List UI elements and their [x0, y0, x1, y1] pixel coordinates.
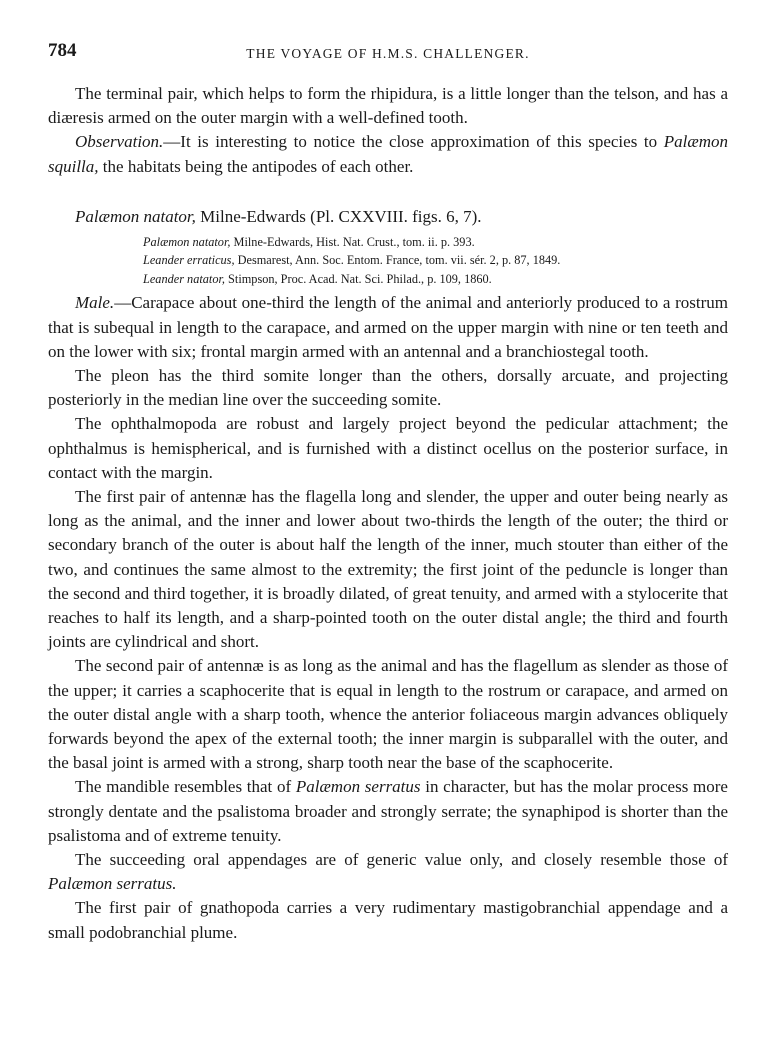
- species-authority: Milne-Edwards (Pl. CXXVIII. figs. 6, 7).: [195, 206, 482, 226]
- oral-species: Palæmon serratus.: [48, 874, 177, 894]
- paragraph-male: [48, 291, 728, 364]
- male-text: —Carapace about one-third the length of the animal and anteriorly produced to a rostrum that is subequal in length to the carapace, and armed on the upper margin with nine or ten teeth and on the lower with six; frontal margin armed with an antennal and a branchiostegal tooth.: [48, 293, 728, 361]
- mandible-text-b: in character, but has the molar process more strongly dentate and the psalistoma broader and strongly serrate; the synaphipod is shorter than the psalistoma and of extreme tenuity.: [48, 777, 728, 845]
- paragraph-terminal-pair: The terminal pair, which helps to form the rhipidura, is a little longer than the telson, and has a diæresis armed on the outer margin with a well-defined tooth.: [48, 84, 728, 128]
- page-number: 784: [48, 40, 77, 61]
- paragraph-pleon: The pleon has the third somite longer than the others, dorsally arcuate, and projecting posteriorly in the median line over the succeeding somite.: [48, 365, 728, 410]
- synonym-entry: [48, 251, 728, 270]
- mandible-text-a: The mandible resembles that of: [75, 777, 296, 797]
- mandible-species: Palæmon serratus: [295, 777, 421, 797]
- synonym-reference: Milne-Edwards, Hist. Nat. Crust., tom. ii. p. 393.: [230, 234, 475, 249]
- synonym-reference: Stimpson, Proc. Acad. Nat. Sci. Philad., p. 109, 1860.: [224, 271, 492, 286]
- synonym-list: [48, 233, 728, 289]
- paragraph-ophthalmopoda: The ophthalmopoda are robust and largely project beyond the pedicular attachment; the ophthalmus is hemispherical, and is furnished with a distinct ocellus on the posterior surface, in contact with the margin.: [48, 414, 728, 482]
- paragraph-first-antennae: The first pair of antennæ has the flagella long and slender, the upper and outer being nearly as long as the animal, and the inner and lower about two-thirds the length of the outer; the third or secondary branch of the outer is about half the length of the inner, much stouter than either of the two, and continues the same almost to the extremity; the first joint of the peduncle is longer than the second and third together, it is broadly dilated, of great tenuity, and armed with a stylocerite that reaches to half its length, and a sharp-pointed tooth on the outer distal angle; the third and fourth joints are cylindrical and short.: [48, 486, 728, 652]
- observation-text: —It is interesting to notice the close approximation of this species to: [163, 132, 664, 152]
- synonym-name: Leander erraticus,: [143, 253, 235, 268]
- paragraph-mandible: [48, 775, 728, 848]
- paragraph-gnathopoda: The first pair of gnathopoda carries a very rudimentary mastigobranchial appendage and a small podobranchial plume.: [48, 898, 728, 942]
- page-header: [48, 40, 728, 70]
- paragraph-observation: [48, 130, 728, 178]
- observation-label: Observation.: [75, 132, 164, 152]
- page: [48, 40, 728, 945]
- observation-species: Palæmon squilla,: [48, 132, 728, 176]
- running-title: THE VOYAGE OF H.M.S. CHALLENGER.: [246, 46, 530, 61]
- species-heading: [48, 205, 728, 229]
- synonym-reference: Desmarest, Ann. Soc. Entom. France, tom. vii. sér. 2, p. 87, 1849.: [234, 253, 561, 268]
- paragraph-oral-appendages: [48, 848, 728, 896]
- male-label: Male.: [75, 293, 115, 313]
- synonym-name: Leander natator,: [143, 271, 225, 286]
- synonym-name: Palæmon natator,: [143, 234, 231, 249]
- oral-text: The succeeding oral appendages are of generic value only, and closely resemble those of: [75, 849, 728, 869]
- synonym-entry: [48, 233, 728, 252]
- observation-tail: the habitats being the antipodes of each other.: [98, 156, 414, 176]
- paragraph-second-antennae: The second pair of antennæ is as long as the animal and has the flagellum as slender as those of the upper; it carries a scaphocerite that is equal in length to the rostrum or carapace, and armed on the outer distal angle with a sharp tooth, whence the anterior foliaceous margin advances obliquely forwards beyond the apex of the external tooth; the inner margin is subparallel with the outer, and the basal joint is armed with a strong, sharp tooth near the base of the scaphocerite.: [48, 656, 728, 773]
- species-name: Palæmon natator,: [75, 206, 196, 226]
- synonym-entry: [48, 270, 728, 289]
